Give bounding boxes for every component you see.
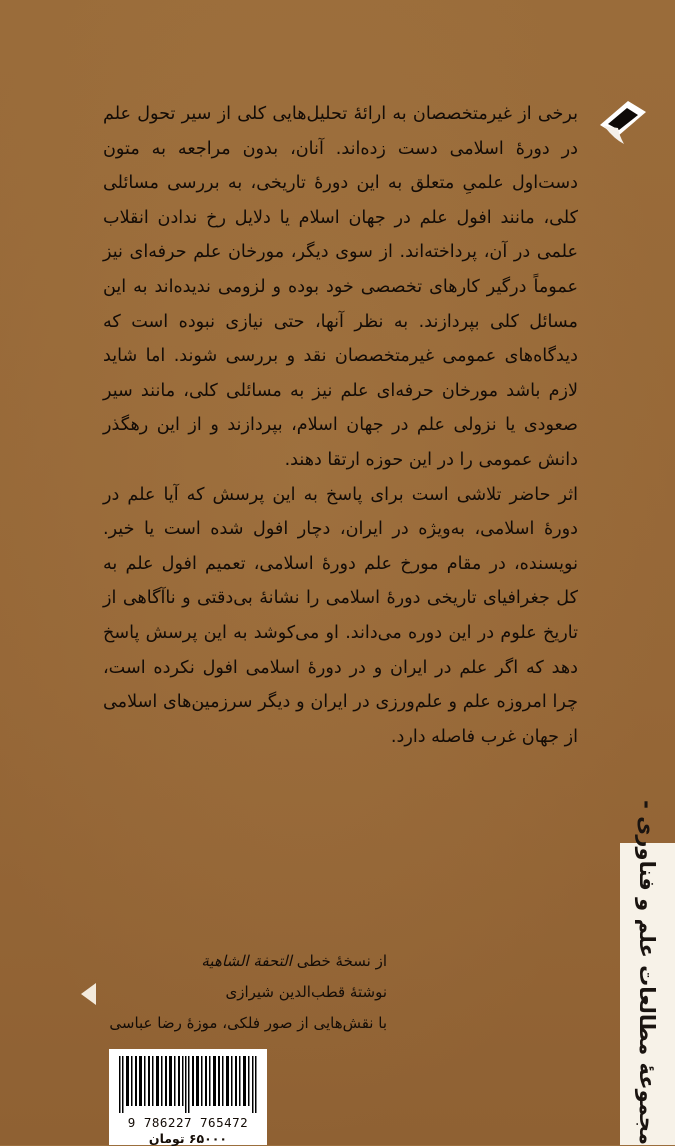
cover-image-caption [57, 946, 387, 1039]
caption-line-1 [57, 946, 387, 977]
publisher-logo-icon [598, 98, 648, 148]
series-title: مجموعهٔ مطالعات علم و فناوری - [635, 800, 659, 1145]
caption-manuscript-title: التحفة الشاهیة [201, 952, 292, 970]
caption-pointer-icon [81, 983, 96, 1005]
caption-manuscript-prefix: از نسخهٔ خطی [296, 952, 387, 970]
barcode-label [109, 1049, 267, 1145]
caption-line-3: با نقش‌هایی از صور فلکی، موزهٔ رضا عباسی [109, 1014, 387, 1032]
price-label: ۶۵۰۰۰ تومان [148, 1131, 228, 1146]
description-paragraph-2: اثر حاضر تلاشی است برای پاسخ به این پرسش که آیا علم در دورهٔ اسلامی، به‌ویژه در ایران، دچار افول شده است یا خیر. نویسنده، در مقام مورخ علم دورهٔ اسلامی، تعمیم افول علم به کل جغرافیای تاریخی دورهٔ اسلامی را نشانهٔ بی‌دقتی و ناآگاهی از تاریخ علوم در این دوره می‌داند. او می‌کوشد به این پرسش پاسخ دهد که اگر علم در ایران و در دورهٔ اسلامی افول نکرده است، چرا امروزه علم و علم‌ورزی در ایران و دیگر سرزمین‌های اسلامی از جهان غرب فاصله دارد. [103, 484, 578, 747]
description-paragraph-1: برخی از غیرمتخصصان به ارائهٔ تحلیل‌هایی کلی از سیر تحول علم در دورهٔ اسلامی دست زده‌اند. آنان، بدون مراجعه به متون دست‌اول علمیِ متعلق به این دورهٔ تاریخی، به بررسی مسائلی کلی، مانند افول علم در جهان اسلام یا دلایل رخ ندادن انقلاب علمی در آن، پرداخته‌اند. از سوی دیگر، مورخان علم حرفه‌ای نیز عموماً درگیر کارهای تخصصی خود بوده و لزومی ندیده‌اند به این مسائل کلی بپردازند. به نظر آنها، حتی نیازی نبوده است که دیدگاه‌های عمومی غیرمتخصصان نقد و بررسی شوند. اما شاید لازم باشد مورخان حرفه‌ای علم نیز به مسائلی کلی، مانند سیر صعودی یا نزولی علم در جهان اسلام، بپردازند و از این رهگذر دانش عمومی را در این حوزه ارتقا دهند. [103, 104, 578, 470]
barcode-icon [117, 1056, 259, 1113]
caption-line-2: نوشتهٔ قطب‌الدین شیرازی [225, 983, 387, 1001]
description-text [103, 97, 578, 754]
isbn-number: 9 786227 765472 [127, 1115, 249, 1130]
